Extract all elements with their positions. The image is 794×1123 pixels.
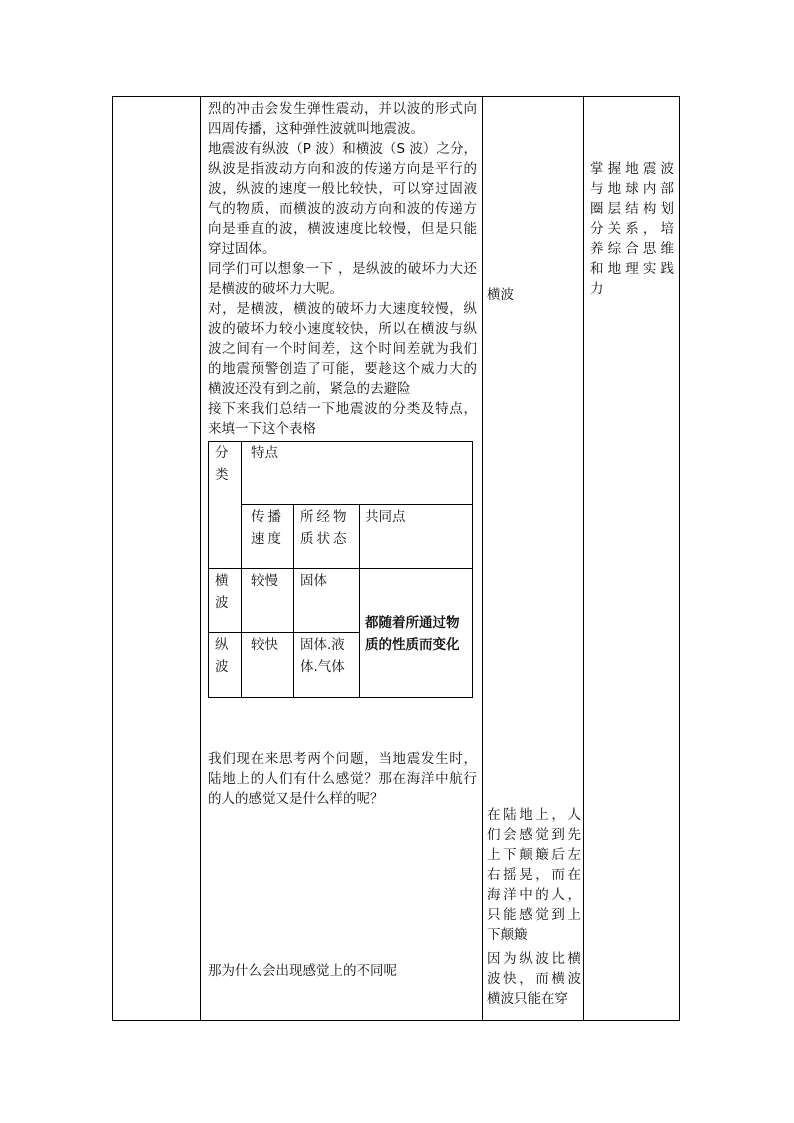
design-intent-column <box>585 97 680 1020</box>
row-speed-longitudinal: 较快 <box>251 637 278 653</box>
table-divider <box>293 504 294 697</box>
row-name-longitudinal: 纵波 <box>215 637 229 675</box>
answer-transverse: 横波 <box>487 287 514 303</box>
common-feature: 都随着所通过物质的性质而变化 <box>365 615 460 653</box>
column-divider <box>200 97 201 1020</box>
table-divider <box>359 504 360 697</box>
paragraph-wave-types: 地震波有纵波（P 波）和横波（S 波）之分，纵波是指波动方向和波的传递方向是平行的波，纵波的速度一般比较快，可以穿过固液气的物质，而横波的波动方向和波的传递方向是垂直的波，横波速度比较慢，但是只能穿过固体。 <box>208 141 477 257</box>
paragraph-question: 同学们可以想象一下 ，是纵波的破坏力大还是横波的破坏力大呢。 <box>208 261 477 297</box>
teacher-activity-column <box>202 97 483 1020</box>
header-features: 特点 <box>251 445 278 461</box>
paragraph-elastic-wave: 烈的冲击会发生弹性震动，并以波的形式向四周传播，这种弹性波就叫地震波。 <box>208 101 477 137</box>
paragraph-why-question: 那为什么会出现感觉上的不同呢 <box>208 963 397 979</box>
paragraph-feeling-question: 我们现在来思考两个问题，当地震发生时，陆地上的人们有什么感觉？那在海洋中航行的人的感觉又是什么样的呢？ <box>208 751 477 807</box>
goal-text: 掌握地震波与地球内部圈层结构划分关系，培养综合思维和地理实践力 <box>590 161 675 297</box>
header-category: 分类 <box>215 445 229 483</box>
table-divider <box>209 632 359 633</box>
table-divider <box>209 568 472 569</box>
table-divider <box>241 442 242 697</box>
wave-classification-table <box>208 441 473 698</box>
row-medium-transverse: 固体 <box>300 573 327 589</box>
row-name-transverse: 横波 <box>215 573 229 611</box>
table-divider <box>241 504 472 505</box>
header-common: 共同点 <box>365 509 406 525</box>
paragraph-summary: 接下来我们总结一下地震波的分类及特点，来填一下这个表格 <box>208 401 477 437</box>
row-speed-transverse: 较慢 <box>251 573 278 589</box>
row-medium-longitudinal: 固体.液体.气体 <box>300 637 345 675</box>
stage-column <box>113 97 200 1020</box>
header-speed: 传播速度 <box>251 509 284 547</box>
student-activity-column <box>484 97 584 1020</box>
header-medium: 所经物质状态 <box>300 509 350 547</box>
lesson-plan-table <box>112 96 680 1021</box>
answer-feeling: 在陆地上，人们会感觉到先上下颠簸后左右摇晃，而在海洋中的人，只能感觉到上下颠簸 <box>487 807 581 943</box>
answer-reason: 因为纵波比横波快，而横波横波只能在穿 <box>487 951 581 1007</box>
paragraph-answer: 对，是横波，横波的破坏力大速度较慢，纵波的破坏力较小速度较快，所以在横波与纵波之间有一个时间差，这个时间差就为我们的地震预警创造了可能，要趁这个威力大的横波还没有到之前，紧急的去避险 <box>208 301 477 397</box>
